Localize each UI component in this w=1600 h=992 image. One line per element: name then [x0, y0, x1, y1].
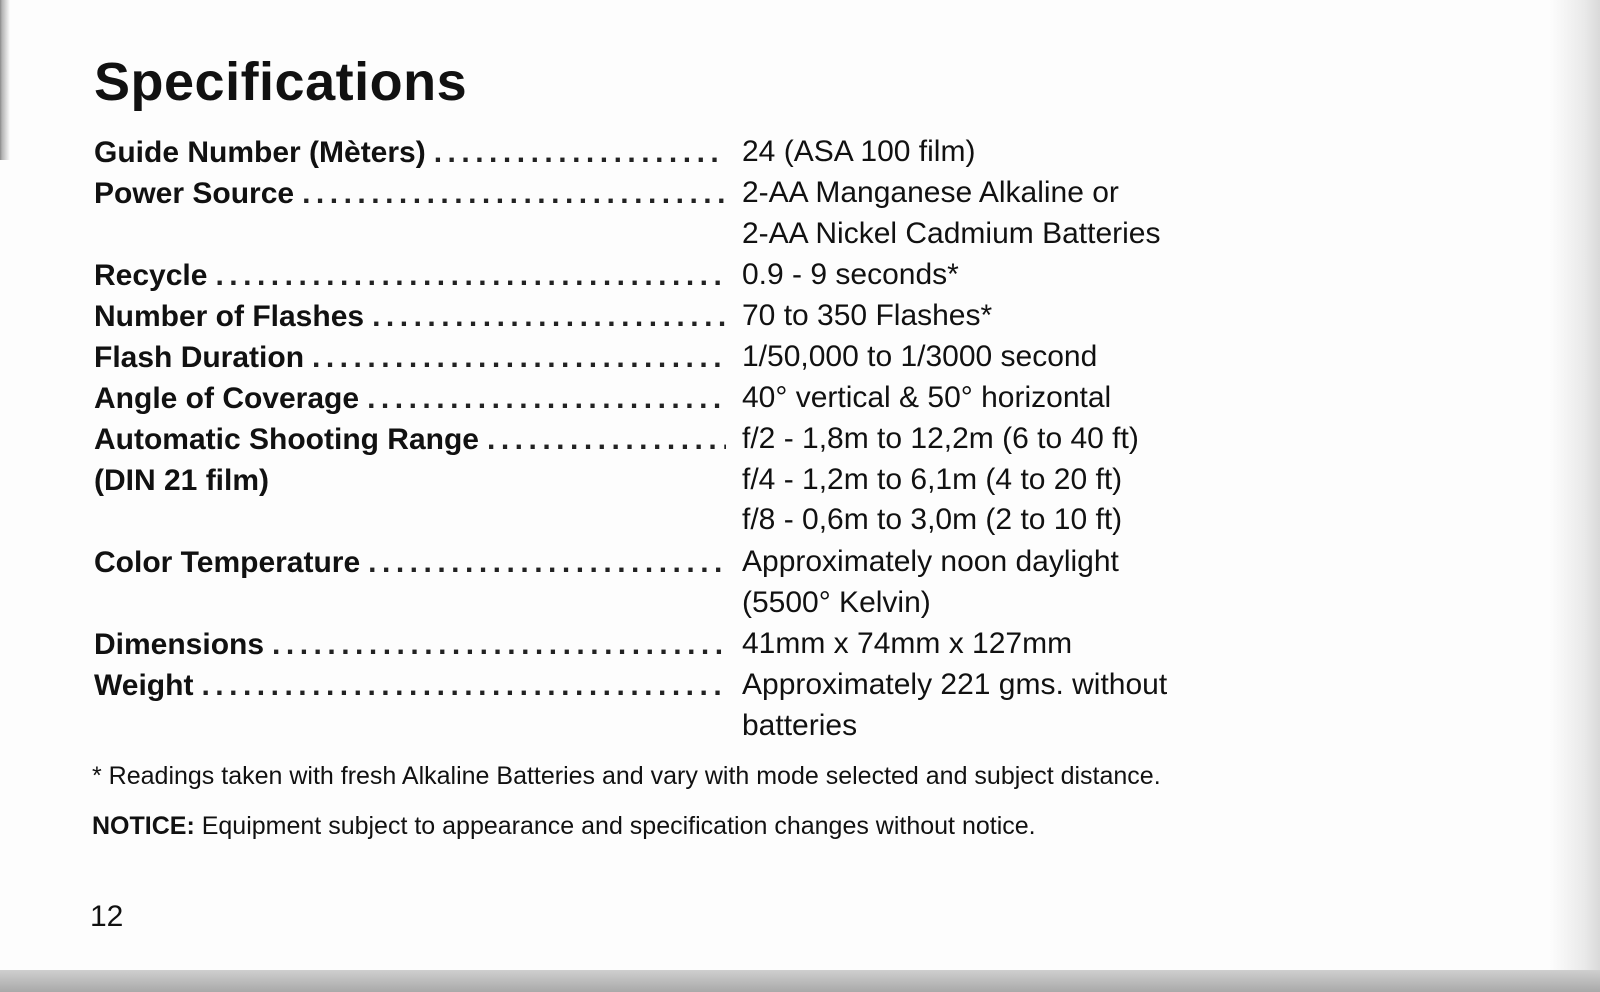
- spec-label-line: [94, 665, 726, 706]
- specifications-table: [94, 132, 1294, 747]
- spec-row: [94, 173, 1294, 255]
- dot-leader: [372, 296, 726, 337]
- spec-value: 0.9 - 9 seconds*: [742, 258, 959, 291]
- spec-value-column: [742, 173, 1294, 254]
- spec-label-column: [94, 419, 726, 542]
- spec-label: Angle of Coverage: [94, 382, 360, 415]
- spec-label-column: [94, 255, 726, 296]
- spec-row: [94, 665, 1294, 747]
- spec-row: [94, 419, 1294, 542]
- spec-label-line: [94, 501, 726, 542]
- dot-leader: [434, 132, 726, 173]
- spec-label-line: [94, 624, 726, 665]
- spec-value: f/4 - 1,2m to 6,1m (4 to 20 ft): [742, 462, 1123, 496]
- scan-bottom-edge: [0, 970, 1600, 992]
- spec-label-line: [94, 706, 726, 747]
- spec-label-column: [94, 665, 726, 747]
- spec-label: Number of Flashes: [94, 300, 365, 333]
- spec-label-line: [94, 132, 726, 173]
- spec-label-line: [94, 542, 726, 583]
- spec-label-line: [94, 583, 726, 624]
- dot-leader: [487, 419, 726, 460]
- spec-row: [94, 542, 1294, 624]
- spec-value-column: [742, 665, 1294, 746]
- dot-leader: [215, 255, 726, 296]
- dot-leader: [312, 337, 726, 378]
- notice-text: Equipment subject to appearance and specification changes without notice.: [194, 812, 1036, 840]
- spec-label: (DIN 21 film): [94, 464, 270, 497]
- spec-value-column: [742, 419, 1294, 541]
- spec-value-column: [742, 624, 1294, 665]
- spec-label-line: [94, 255, 726, 296]
- spec-row: [94, 296, 1294, 337]
- spec-label: Weight: [94, 669, 194, 702]
- dot-leader: [302, 173, 726, 214]
- spec-label-column: [94, 296, 726, 337]
- spec-value: Approximately noon daylight: [742, 545, 1119, 578]
- spec-row: [94, 255, 1294, 296]
- spec-value-column: [742, 378, 1294, 419]
- spec-value-column: [742, 337, 1294, 378]
- spec-label-column: [94, 132, 726, 173]
- spec-label: Power Source: [94, 177, 295, 210]
- spec-label-column: [94, 542, 726, 624]
- spec-value: (5500° Kelvin): [742, 585, 931, 619]
- spec-label-line: [94, 173, 726, 214]
- spec-label: Dimensions: [94, 628, 265, 661]
- notice-label: NOTICE:: [92, 812, 195, 840]
- spec-row: [94, 132, 1294, 173]
- notice: [92, 812, 1036, 841]
- page-gutter-shadow: [1550, 0, 1600, 992]
- dot-leader: [272, 624, 726, 665]
- spec-label: Automatic Shooting Range: [94, 423, 479, 456]
- spec-label-column: [94, 337, 726, 378]
- spec-value: 40° vertical & 50° horizontal: [742, 381, 1112, 414]
- page-title: Specifications: [94, 52, 468, 112]
- dot-leader: [201, 665, 726, 706]
- spec-label-line: [94, 296, 726, 337]
- spec-row: [94, 337, 1294, 378]
- page-edge-shadow: [0, 0, 10, 160]
- spec-value-column: [742, 296, 1294, 337]
- spec-row: [94, 624, 1294, 665]
- spec-label: Flash Duration: [94, 341, 305, 374]
- spec-value: 2-AA Nickel Cadmium Batteries: [742, 216, 1161, 250]
- spec-value: f/8 - 0,6m to 3,0m (2 to 10 ft): [742, 503, 1123, 536]
- spec-value: Approximately 221 gms. without: [742, 668, 1168, 701]
- spec-label-line: [94, 419, 726, 460]
- spec-value-column: [742, 542, 1294, 623]
- footnote: * Readings taken with fresh Alkaline Batteries and vary with mode selected and subject distance.: [92, 762, 1161, 790]
- spec-label: Recycle: [94, 259, 208, 292]
- spec-value: 41mm x 74mm x 127mm: [742, 627, 1073, 660]
- spec-value: batteries: [742, 708, 858, 742]
- spec-value: 1/50,000 to 1/3000 second: [742, 340, 1098, 373]
- spec-label-column: [94, 378, 726, 419]
- spec-label-column: [94, 173, 726, 255]
- dot-leader: [367, 378, 726, 419]
- spec-label-line: [94, 460, 726, 501]
- spec-value-column: [742, 132, 1294, 173]
- spec-label-line: [94, 214, 726, 255]
- spec-label-line: [94, 337, 726, 378]
- spec-value-column: [742, 255, 1294, 296]
- spec-label-column: [94, 624, 726, 665]
- spec-value: 2-AA Manganese Alkaline or: [742, 176, 1119, 209]
- spec-row: [94, 378, 1294, 419]
- spec-label-line: [94, 378, 726, 419]
- spec-label: Guide Number (Mèters): [94, 136, 426, 169]
- spec-label: Color Temperature: [94, 546, 361, 579]
- dot-leader: [368, 542, 726, 583]
- spec-value: 24 (ASA 100 film): [742, 135, 976, 168]
- spec-value: f/2 - 1,8m to 12,2m (6 to 40 ft): [742, 422, 1139, 455]
- spec-value: 70 to 350 Flashes*: [742, 299, 993, 332]
- page-number: 12: [90, 900, 124, 933]
